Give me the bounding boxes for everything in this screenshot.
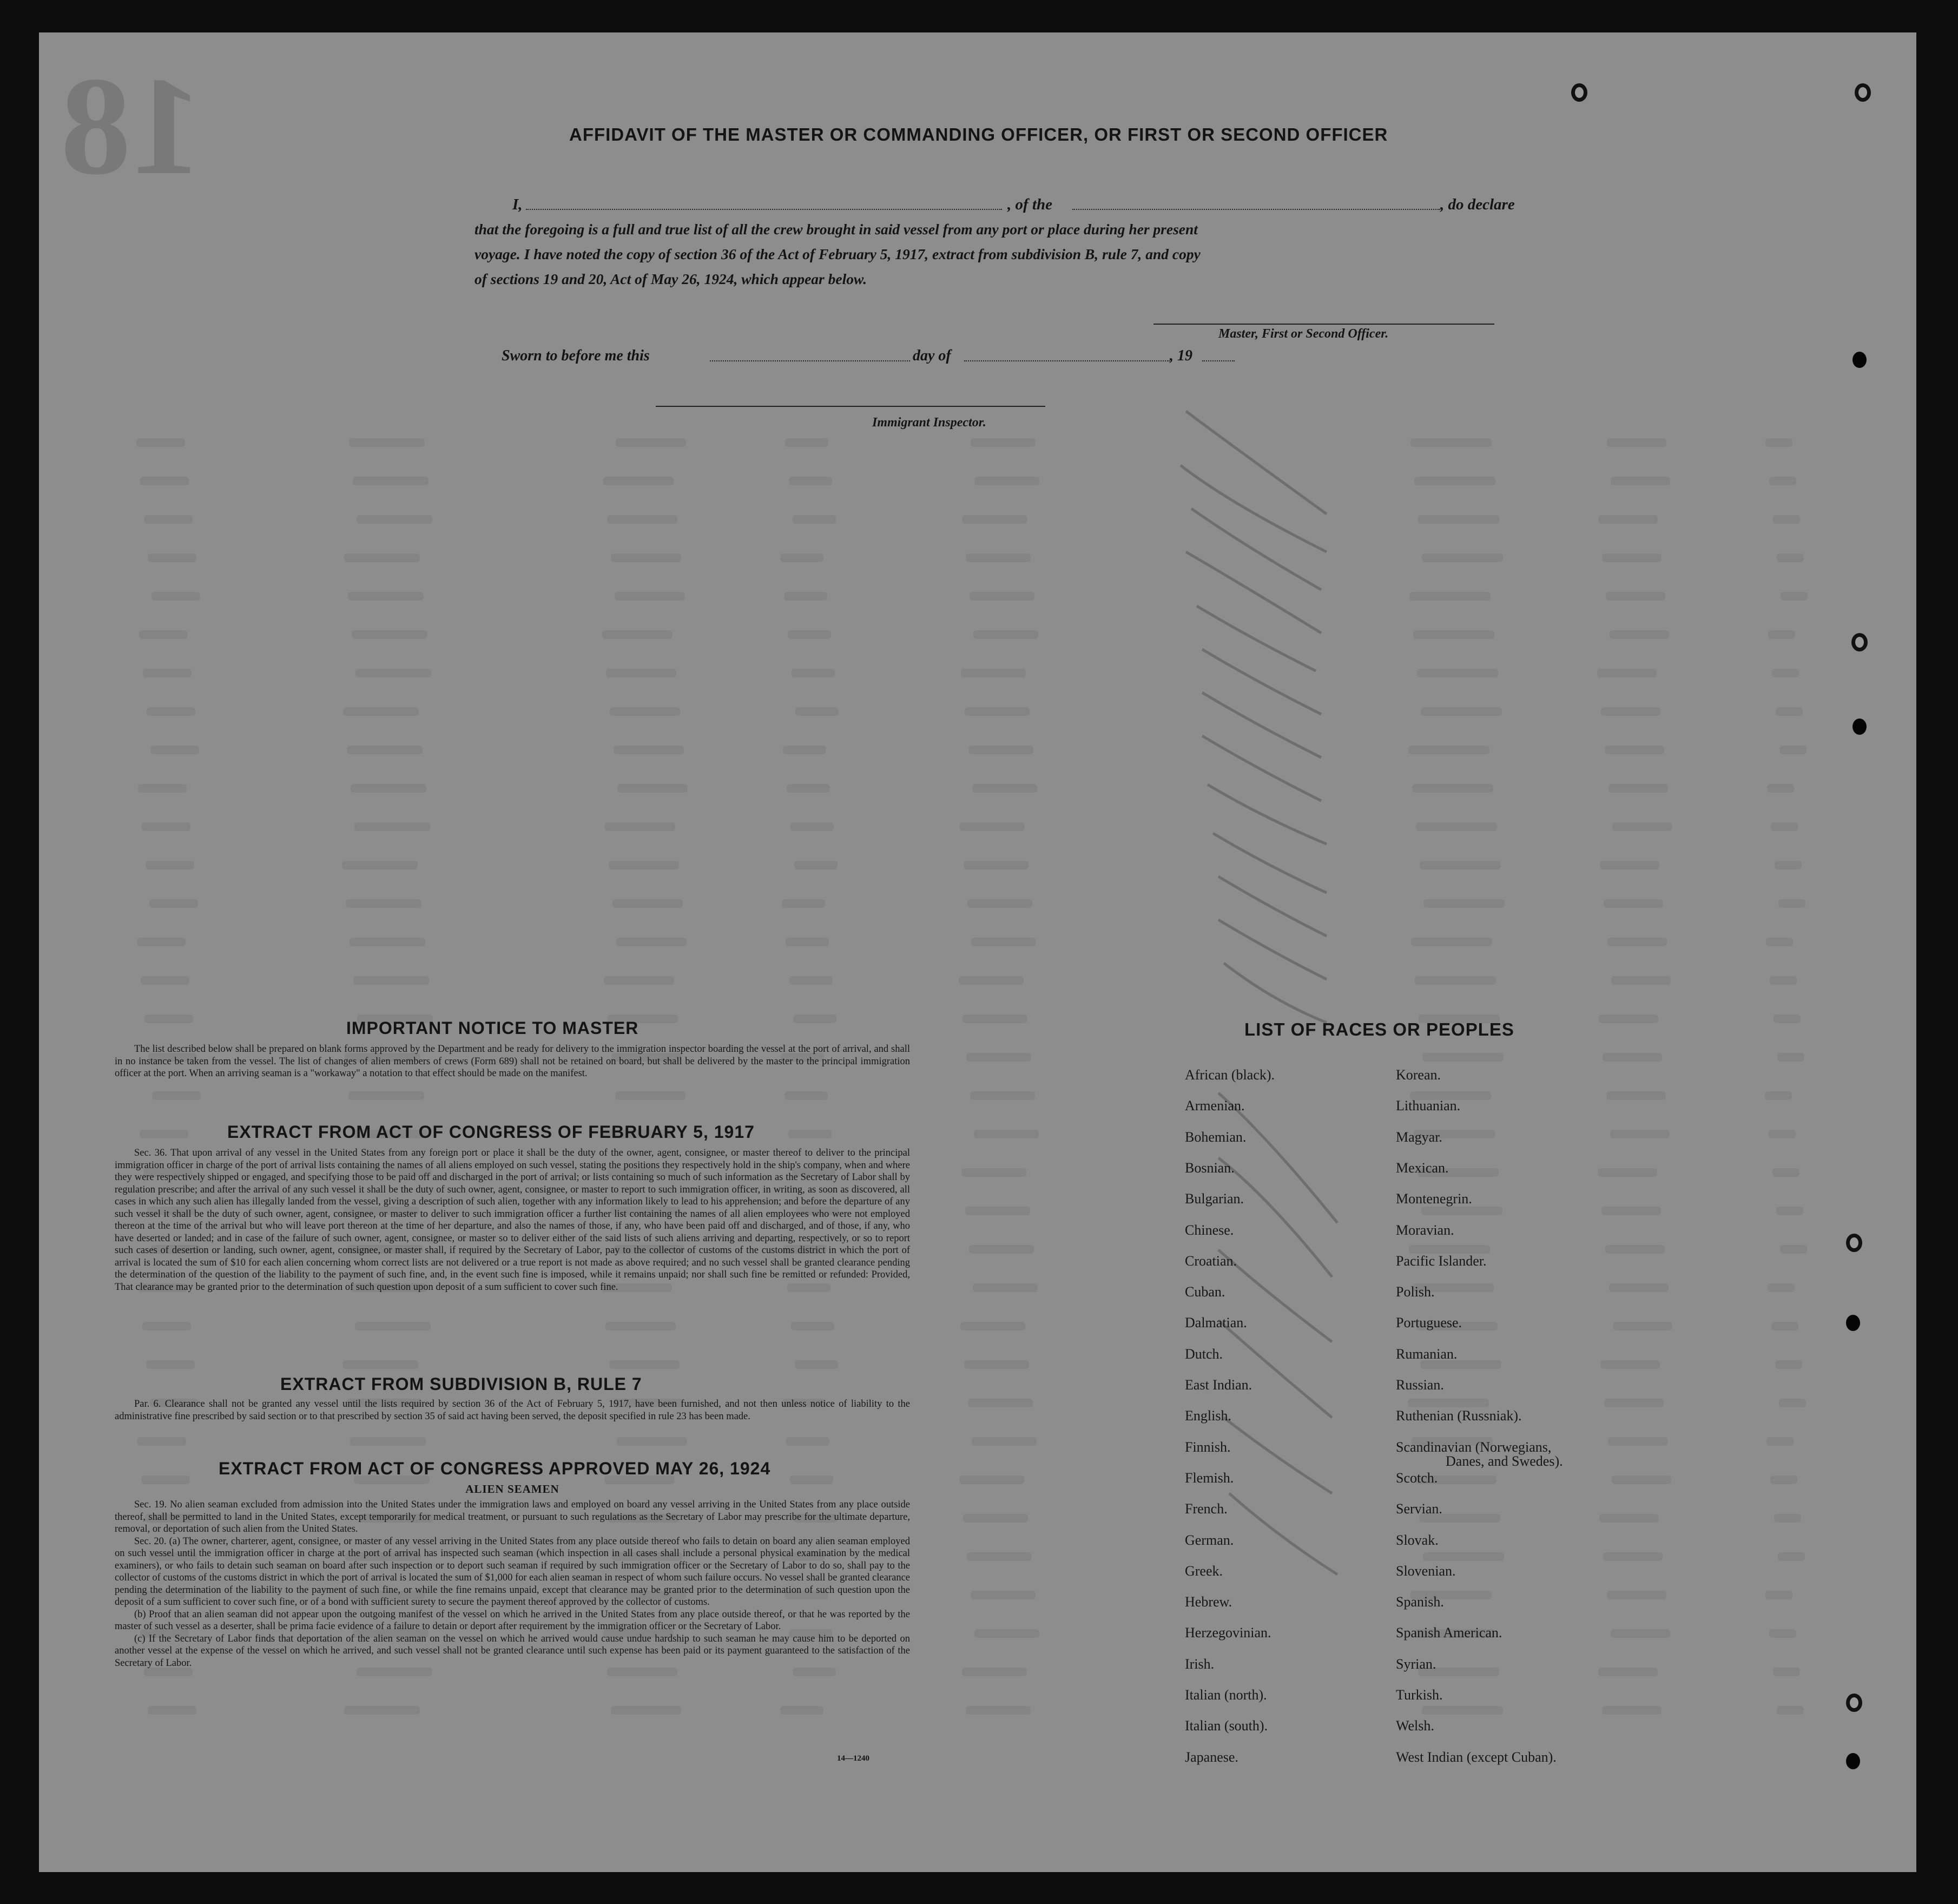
- race-item: Lithuanian.: [1396, 1098, 1461, 1114]
- sec-19-paragraph: Sec. 19. No alien seaman excluded from admission into the United States under the immigration laws and employed on board any vessel arriving in the United States from any place outside thereof, shall be permitted to land in the United States, except temporarily for medical treatment, or pursuant to such regulations as the Secretary of Labor may prescribe for the ultimate departure, removal, or deportation of such alien from the United States.: [115, 1499, 910, 1534]
- binder-hole: [1846, 1234, 1862, 1252]
- document-page: [39, 32, 1916, 1872]
- race-item: Dalmatian.: [1185, 1315, 1247, 1331]
- race-item: Armenian.: [1185, 1098, 1245, 1114]
- race-item: West Indian (except Cuban).: [1396, 1749, 1557, 1765]
- extract-1917-title: EXTRACT FROM ACT OF CONGRESS OF FEBRUARY 5, 1917: [227, 1122, 755, 1142]
- race-item: English.: [1185, 1408, 1231, 1424]
- master-signature-line: [1153, 324, 1494, 325]
- race-item: French.: [1185, 1501, 1228, 1517]
- master-caption: Master, First or Second Officer.: [1218, 327, 1389, 341]
- binder-hole: [1846, 1753, 1860, 1769]
- race-item: Scandinavian (Norwegians,: [1396, 1439, 1552, 1455]
- affidavit-line-3: voyage. I have noted the copy of section 36 of the Act of February 5, 1917, extract from subdivision B, rule 7, and copy: [474, 246, 1201, 262]
- binder-hole: [1852, 352, 1867, 368]
- race-item: Flemish.: [1185, 1470, 1234, 1486]
- affidavit-line-4: of sections 19 and 20, Act of May 26, 1924, which appear below.: [474, 271, 867, 287]
- affidavit-do-declare: , do declare: [1440, 196, 1515, 213]
- race-item: Spanish American.: [1396, 1625, 1502, 1641]
- race-item: Danes, and Swedes).: [1446, 1453, 1563, 1469]
- race-item: Syrian.: [1396, 1656, 1436, 1672]
- race-item: Hebrew.: [1185, 1594, 1232, 1610]
- race-item: Montenegrin.: [1396, 1191, 1472, 1207]
- rule-7-body: [115, 1398, 910, 1422]
- race-item: Slovenian.: [1396, 1563, 1456, 1579]
- binder-hole: [1571, 83, 1587, 102]
- race-item: Mexican.: [1396, 1159, 1449, 1176]
- par-6-paragraph: Par. 6. Clearance shall not be granted any vessel until the lists required by section 36 of the Act of February 5, 1917, have been furnished, and not then unless notice of liability to the administrative fine prescribed by said section or to that prescribed by section 35 of said act having been served, the deposit specified in rule 23 has been made.: [115, 1399, 910, 1422]
- race-item: Pacific Islander.: [1396, 1253, 1487, 1269]
- notice-paragraph: The list described below shall be prepared on blank forms approved by the Department and be ready for delivery to the immigration inspector boarding the vessel at the port of arrival, and shall in no instance be taken from the vessel. The list of changes of alien members of crews (Form 689) shall not be retained on board, but shall be delivered by the master to the principal immigration officer at the port. When an arriving seaman is a "workaway" a notation to that effect should be made on the manifest.: [115, 1044, 910, 1079]
- sworn-label: Sworn to before me this: [502, 347, 650, 364]
- race-item: Magyar.: [1396, 1129, 1442, 1145]
- alien-seamen-subtitle: ALIEN SEAMEN: [465, 1483, 559, 1495]
- inspector-signature-line: [656, 406, 1045, 407]
- race-item: Welsh.: [1396, 1718, 1434, 1734]
- affidavit-line-2: that the foregoing is a full and true list of all the crew brought in said vessel from any port or place during her present: [474, 221, 1198, 238]
- race-item: Italian (south).: [1185, 1718, 1268, 1734]
- year-label: , 19: [1170, 347, 1192, 364]
- affidavit-of-the: , of the: [1007, 196, 1052, 213]
- notice-title: IMPORTANT NOTICE TO MASTER: [346, 1018, 639, 1038]
- month-blank: [964, 360, 1170, 361]
- race-item: Korean.: [1396, 1067, 1441, 1083]
- race-item: Bosnian.: [1185, 1159, 1235, 1176]
- race-item: Italian (north).: [1185, 1687, 1267, 1703]
- race-item: Moravian.: [1396, 1222, 1454, 1238]
- svg-text:18: 18: [61, 48, 201, 204]
- race-item: Ruthenian (Russniak).: [1396, 1408, 1522, 1424]
- race-item: Croatian.: [1185, 1253, 1237, 1269]
- race-item: Chinese.: [1185, 1222, 1234, 1238]
- sworn-day-blank: [710, 360, 910, 361]
- year-blank: [1202, 360, 1235, 361]
- race-item: Portuguese.: [1396, 1315, 1462, 1331]
- race-item: Cuban.: [1185, 1284, 1225, 1300]
- extract-1924-title: EXTRACT FROM ACT OF CONGRESS APPROVED MAY 26, 1924: [219, 1459, 771, 1478]
- day-of-label: day of: [913, 347, 951, 364]
- race-item: Greek.: [1185, 1563, 1223, 1579]
- race-item: Dutch.: [1185, 1346, 1223, 1362]
- inspector-caption: Immigrant Inspector.: [872, 416, 986, 430]
- binder-hole: [1846, 1694, 1862, 1712]
- race-item: Turkish.: [1396, 1687, 1443, 1703]
- race-item: Scotch.: [1396, 1470, 1438, 1486]
- race-item: Bulgarian.: [1185, 1191, 1244, 1207]
- binder-hole: [1855, 83, 1871, 102]
- notice-body: [115, 1043, 910, 1080]
- race-item: Herzegovinian.: [1185, 1625, 1271, 1641]
- binder-hole: [1846, 1315, 1860, 1331]
- race-item: Polish.: [1396, 1284, 1435, 1300]
- extract-1917-body: [115, 1147, 910, 1293]
- race-item: Slovak.: [1396, 1532, 1439, 1548]
- race-item: African (black).: [1185, 1067, 1275, 1083]
- race-item: Russian.: [1396, 1377, 1444, 1393]
- sec-20b-paragraph: (b) Proof that an alien seaman did not appear upon the outgoing manifest of the vessel on which he arrived in the United States from any place outside thereof, or that he was reported by the master of such vessel as a deserter, shall be prima facie evidence of a failure to detain or deport after requirement by the immigration officer or the Secretary of Labor.: [115, 1609, 910, 1632]
- race-item: Spanish.: [1396, 1594, 1444, 1610]
- extract-1924-body: [115, 1499, 910, 1669]
- rule-7-title: EXTRACT FROM SUBDIVISION B, RULE 7: [280, 1374, 642, 1394]
- race-item: Finnish.: [1185, 1439, 1231, 1455]
- races-title: LIST OF RACES OR PEOPLES: [1244, 1019, 1514, 1039]
- affidavit-title: AFFIDAVIT OF THE MASTER OR COMMANDING OFFICER, OR FIRST OR SECOND OFFICER: [569, 124, 1388, 144]
- name-blank: [526, 209, 1002, 210]
- sec-36-paragraph: Sec. 36. That upon arrival of any vessel in the United States from any foreign port or place it shall be the duty of the owner, agent, consignee, or master thereof to deliver to the principal immigration officer in charge of the port of arrival lists containing the names of all aliens employed on such vessel, stating the positions they respectively hold in the ship's company, when and where they were respectively shipped or engaged, and specifying those to be paid off and discharged in the port of arrival; or lists containing so much of such information as the Secretary of Labor shall by regulation prescribe; and after the arrival of any such vessel it shall be the duty of such owner, agent, consignee, or master to report to such immigration officer, in writing, as soon as discovered, all cases in which any such alien has illegally landed from the vessel, giving a description of such alien, together with any information likely to lead to his apprehension; and before the departure of any such vessel it shall be the duty of such owner, agent, consignee, or master to deliver to such immigration officer a further list containing the names of all alien employees who were not employed thereon at the time of the arrival but who will leave port thereon at the time of her departure, and also the names of those, if any, who have been paid off and discharged, and of those, if any, who have deserted or landed; and in case of the failure of such owner, agent, consignee, or master so to deliver either of the said lists of such aliens arriving and departing, respectively, or so to report such cases of desertion or landing, such owner, agent, consignee, or master shall, if required by the Secretary of Labor, pay to the collector of customs of the customs district in which the port of arrival is located the sum of $10 for each alien concerning whom correct lists are not delivered or a true report is not made as above required; and no such vessel shall be granted clearance pending the determination of the question of the liability to the payment of such fine, and, in the event such fine is imposed, while it remains unpaid; nor shall such fine be remitted or refunded: Provided, That clearance may be granted prior to the determination of such question upon deposit of a sum sufficient to cover such fine.: [115, 1148, 910, 1293]
- race-item: Rumanian.: [1396, 1346, 1458, 1362]
- sec-20c-paragraph: (c) If the Secretary of Labor finds that deportation of the alien seaman on the vessel on which he arrived would cause undue hardship to such seaman he may cause him to be deported on another vessel at the expense of the vessel on which he arrived, and such vessel shall not be granted clearance until such expense has been paid or its payment guaranteed to the satisfaction of the Secretary of Labor.: [115, 1633, 910, 1669]
- binder-hole: [1852, 719, 1867, 735]
- form-number: 14—1240: [837, 1754, 869, 1763]
- race-item: East Indian.: [1185, 1377, 1252, 1393]
- binder-hole: [1851, 633, 1868, 651]
- race-item: German.: [1185, 1532, 1234, 1548]
- race-item: Servian.: [1396, 1501, 1442, 1517]
- affidavit-i-label: I,: [512, 196, 523, 213]
- vessel-blank: [1072, 209, 1440, 210]
- race-item: Japanese.: [1185, 1749, 1238, 1765]
- sec-20a-paragraph: Sec. 20. (a) The owner, charterer, agent, consignee, or master of any vessel arriving in the United States from any place outside thereof who fails to detain on board any alien seaman employed on such vessel until the immigration officer in charge at the port of arrival has inspected such seaman (which inspection in all cases shall include a personal physical examination by the medical examiners), or who fails to detain such seaman on board after such inspection or to deport such seaman if required by such immigration officer or the Secretary of Labor to do so, shall pay to the collector of customs of the customs district in which the port of arrival is located the sum of $1,000 for each alien seaman in respect of whom such failure occurs. No vessel shall be granted clearance pending the determination of the liability to the payment of such fine, or while the fine remains unpaid, except that clearance may be granted prior to the determination of such question upon the deposit of a sum sufficient to cover such fine, or of a bond with sufficient surety to secure the payment thereof approved by the collector of customs.: [115, 1536, 910, 1607]
- race-item: Irish.: [1185, 1656, 1215, 1672]
- race-item: Bohemian.: [1185, 1129, 1247, 1145]
